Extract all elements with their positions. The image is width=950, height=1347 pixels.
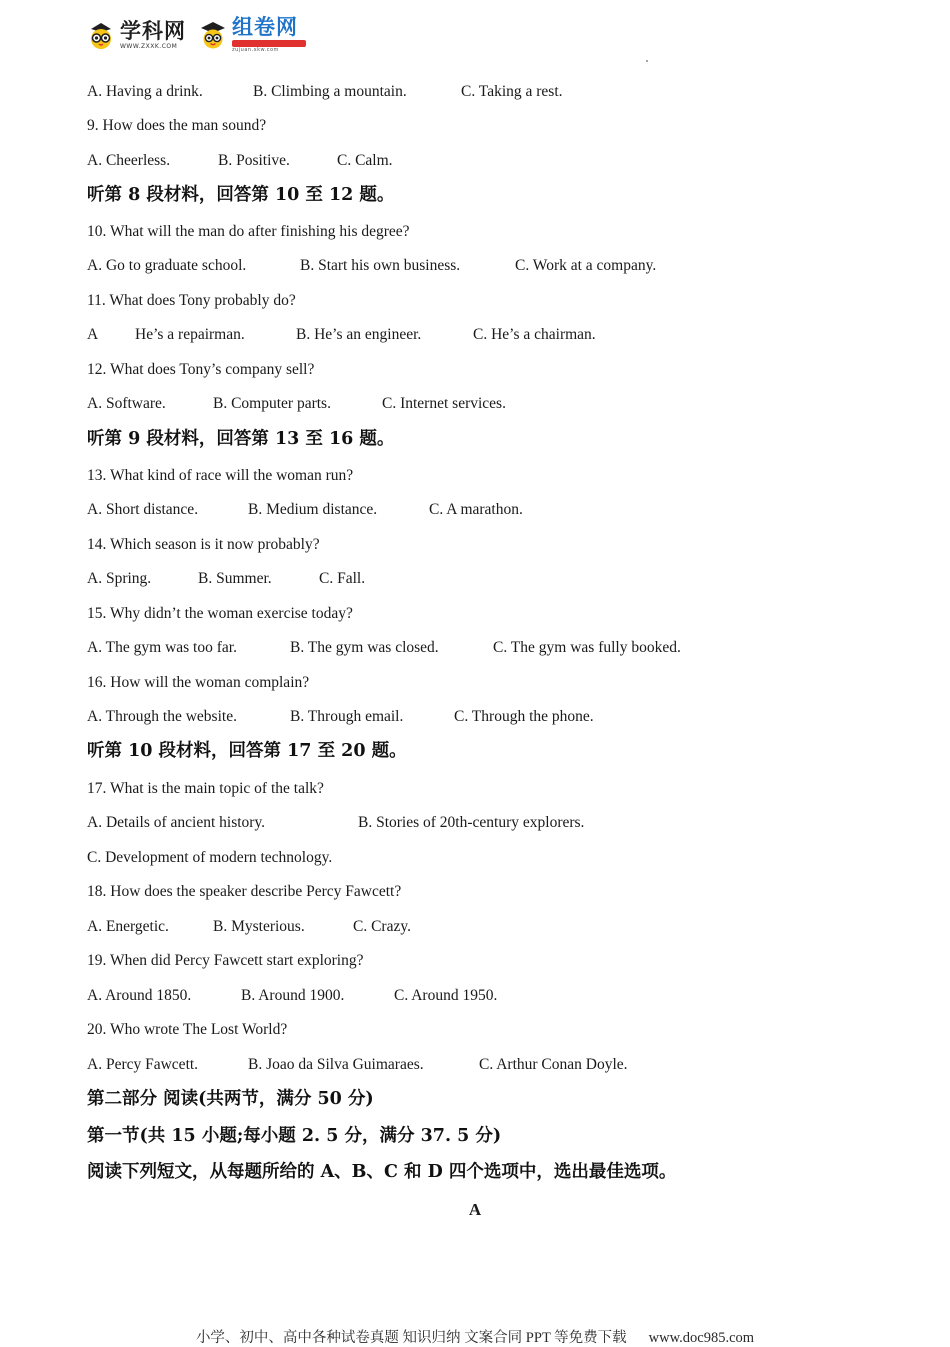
option: B. The gym was closed. (290, 639, 439, 656)
q18-stem: 18. How does the speaker describe Percy Fawcett? (87, 883, 402, 900)
option: B. Climbing a mountain. (253, 83, 407, 100)
option: C. The gym was fully booked. (493, 639, 681, 656)
section-heading: 听第 8 段材料，回答第 10 至 12 题。 (87, 185, 395, 205)
option: A. Spring. (87, 570, 152, 587)
option: B. Around 1900. (241, 987, 345, 1004)
zujuan-logo-url: zujuan.xkw.com (232, 47, 279, 53)
option: C. Arthur Conan Doyle. (479, 1056, 628, 1073)
q20-stem: 20. Who wrote The Lost World? (87, 1021, 288, 1038)
zxxk-logo (86, 20, 186, 50)
option: A. Around 1850. (87, 987, 192, 1004)
q17-option-c: C. Development of modern technology. (87, 849, 333, 866)
passage-label: A (468, 1200, 482, 1219)
owl-mascot-icon (86, 20, 116, 50)
instruction-text: 阅读下列短文，从每题所给的 A、B、C 和 D 四个选项中，选出最佳选项。 (87, 1162, 677, 1182)
option: A. Software. (87, 395, 166, 412)
option: C. Calm. (337, 152, 393, 169)
section-heading: 第一节(共 15 小题;每小题 2. 5 分，满分 37. 5 分) (87, 1126, 502, 1146)
q16-stem: 16. How will the woman complain? (87, 674, 310, 691)
zxxk-logo-name: 学科网 (120, 18, 186, 43)
graduate-mascot-icon (198, 20, 228, 50)
zujuan-logo-name: 组卷网 (232, 15, 298, 39)
footer-text: 小学、初中、高中各种试卷真题 知识归纳 文案合同 PPT 等免费下载 (195, 1330, 627, 1346)
part-heading: 第二部分 阅读(共两节，满分 50 分) (87, 1089, 374, 1109)
option: C. Crazy. (353, 918, 411, 935)
option: A. Details of ancient history. (87, 814, 266, 831)
option: A. Go to graduate school. (87, 257, 247, 274)
section-heading: 听第 9 段材料，回答第 13 至 16 题。 (87, 429, 395, 449)
option: C. Through the phone. (454, 708, 594, 725)
option: B. Computer parts. (213, 395, 331, 412)
q9-stem: 9. How does the man sound? (87, 117, 267, 134)
option: B. Positive. (218, 152, 290, 169)
option: B. He’s an engineer. (296, 326, 422, 343)
option: C. Work at a company. (515, 257, 657, 274)
zxxk-logo-url: WWW.ZXXK.COM (120, 42, 178, 50)
option: A. The gym was too far. (87, 639, 237, 656)
option: B. Joao da Silva Guimaraes. (248, 1056, 424, 1073)
option: B. Medium distance. (248, 501, 378, 518)
option: B. Mysterious. (213, 918, 305, 935)
option: B. Summer. (198, 570, 272, 587)
q11-stem: 11. What does Tony probably do? (87, 292, 296, 309)
q10-stem: 10. What will the man do after finishing his degree? (87, 223, 410, 240)
q19-stem: 19. When did Percy Fawcett start exploring? (87, 952, 364, 969)
option: C. He’s a chairman. (473, 326, 596, 343)
zujuan-logo (198, 17, 306, 53)
option: C. Taking a rest. (461, 83, 563, 100)
option: A. Short distance. (87, 501, 199, 518)
option: A. Cheerless. (87, 152, 171, 169)
option: C. A marathon. (429, 501, 523, 518)
q13-stem: 13. What kind of race will the woman run? (87, 467, 354, 484)
option: C. Fall. (319, 570, 366, 587)
option: C. Internet services. (382, 395, 506, 412)
footer-url[interactable]: www.doc985.com (648, 1330, 755, 1346)
option: A. Energetic. (87, 918, 169, 935)
option: A. Percy Fawcett. (87, 1056, 199, 1073)
option: C. Around 1950. (394, 987, 498, 1004)
q15-stem: 15. Why didn’t the woman exercise today? (87, 605, 353, 622)
q12-stem: 12. What does Tony’s company sell? (87, 361, 315, 378)
q14-stem: 14. Which season is it now probably? (87, 536, 320, 553)
option: He’s a repairman. (135, 326, 245, 343)
option: B. Through email. (290, 708, 404, 725)
header-logos (86, 14, 306, 56)
option: B. Stories of 20th-century explorers. (358, 814, 585, 831)
option-letter: A (87, 326, 99, 343)
zujuan-logo-banner (232, 40, 306, 47)
q17-stem: 17. What is the main topic of the talk? (87, 780, 324, 797)
section-heading: 听第 10 段材料，回答第 17 至 20 题。 (87, 741, 407, 761)
option: A. Through the website. (87, 708, 237, 725)
option: A. Having a drink. (87, 83, 203, 100)
option: B. Start his own business. (300, 257, 461, 274)
header-dot (646, 60, 648, 62)
